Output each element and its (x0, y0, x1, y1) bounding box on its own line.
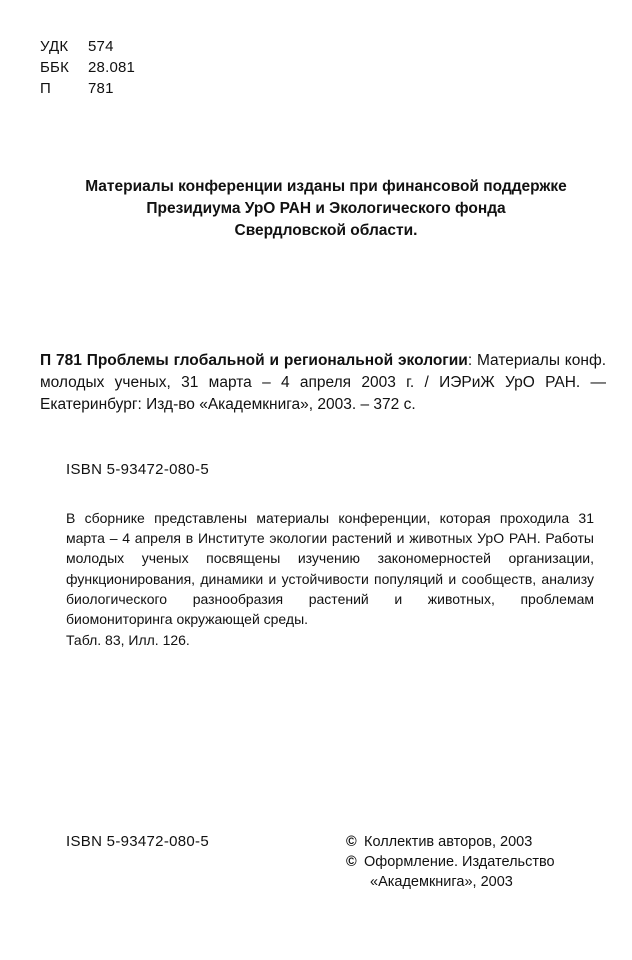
isbn: ISBN 5-93472-080-5 (66, 461, 209, 478)
funding-line-2: Президиума УрО РАН и Экологического фонда (146, 200, 506, 217)
copyright-line-1 (346, 832, 555, 852)
copyright-design: Оформление. Издательство (364, 854, 555, 870)
udk-label: УДК (40, 38, 69, 55)
bbk-row (40, 57, 135, 78)
copyright-icon: © (346, 834, 357, 850)
funding-statement (40, 176, 612, 242)
bibliographic-record (40, 350, 606, 416)
funding-line-3: Свердловской области. (234, 222, 418, 239)
copyright-block (346, 832, 555, 892)
author-mark-value: 781 (88, 80, 114, 97)
annotation-text: В сборнике представлены материалы конференции, которая проходила 31 марта – 4 апреля в Институте экологии растений и животных УрО РАН. Работы молодых ученых посвящены изучению закономерностей организации, функционирования, динамики и устойчивости популяций и сообществ, анализу биологического разнообразия растений и животных, проблемам биомониторинга окружающей среды. (66, 510, 594, 628)
funding-line-1: Материалы конференции изданы при финансовой поддержке (85, 178, 567, 195)
classification-codes (40, 36, 135, 99)
bbk-label: ББК (40, 59, 70, 76)
udk-value: 574 (88, 38, 114, 55)
copyright-line-2 (346, 852, 555, 872)
copyright-authors: Коллектив авторов, 2003 (364, 834, 533, 850)
copyright-icon: © (346, 854, 357, 870)
book-title: П 781 Проблемы глобальной и региональной экологии (40, 352, 468, 369)
author-mark-label: П (40, 80, 51, 97)
bibliographic-details: : Материалы конф. молодых ученых, 31 марта – 4 апреля 2003 г. / ИЭРиЖ УрО РАН. — Екатеринбург: Изд-во «Академкнига», 2003. – 372 с. (40, 352, 606, 413)
udk-row (40, 36, 135, 57)
copyright-publisher: «Академкнига», 2003 (370, 874, 513, 890)
tables-illustrations-count: Табл. 83, Илл. 126. (66, 632, 190, 648)
author-mark-row (40, 78, 135, 99)
isbn-footer: ISBN 5-93472-080-5 (66, 833, 209, 850)
bbk-value: 28.081 (88, 59, 136, 76)
